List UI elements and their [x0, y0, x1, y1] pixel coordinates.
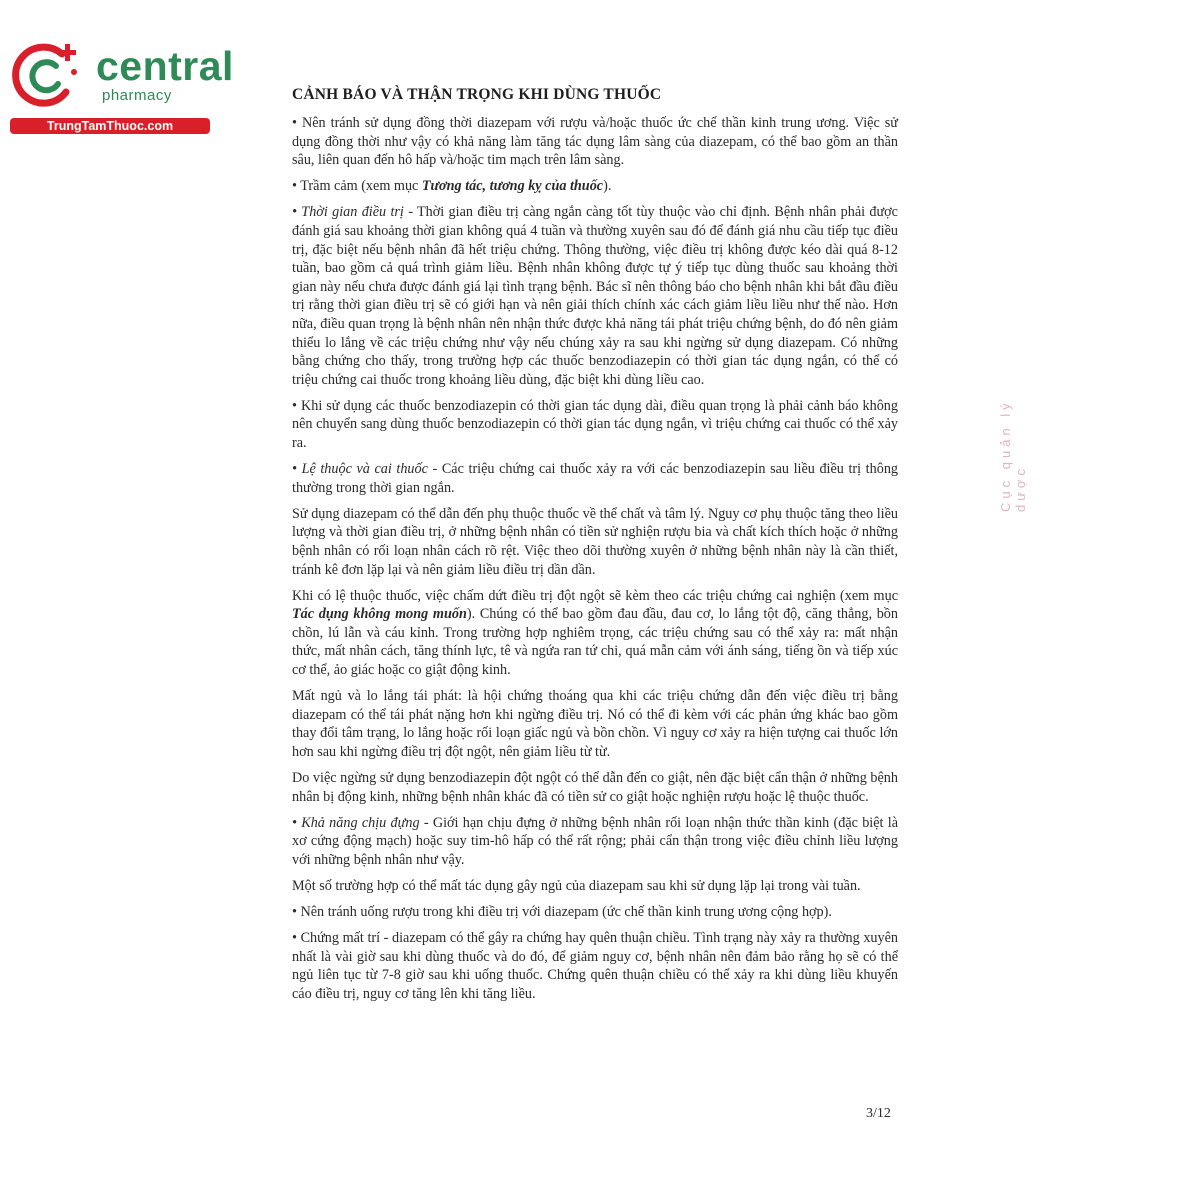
- paragraph-avoid-alcohol: • Nên tránh uống rượu trong khi điều trị với diazepam (ức chế thần kinh trung ương cộng hợp).: [292, 904, 832, 921]
- paragraph-lead: • Khả năng chịu đựng: [292, 814, 420, 831]
- section-heading: CẢNH BÁO VÀ THẬN TRỌNG KHI DÙNG THUỐC: [292, 86, 662, 103]
- paragraph-lead: • Thời gian điều trị: [292, 204, 404, 221]
- text: - Thời gian điều trị càng ngắn càng tốt tùy thuộc vào chỉ định. Bệnh nhân phải được đánh giá sau khoảng thời gian không quá 4 tuần và thường xuyên sau đó để đánh giá nhu cầu tiếp tục điều trị, đặc biệt nếu bệnh nhân đã hết triệu chứng. Thông thường, việc điều trị không được kéo dài quá 8-12 tuần, bao gồm cả quá trình giảm liều. Bệnh nhân không được tự ý tiếp tục dùng thuốc sau khoảng thời gian này nếu chưa được đánh giá lại tình trạng bệnh. Bác sĩ nên thông báo cho bệnh nhân khi bắt đầu điều trị rằng thời gian điều trị sẽ có giới hạn và nên giải thích chính xác cách giảm liều liều như thế nào. Hơn nữa, điều quan trọng là bệnh nhân nên nhận thức được khả năng tái phát triệu chứng bệnh, do đó nên giảm thiểu lo lắng về các triệu chứng như vậy nếu chúng xảy ra sau khi ngừng sử dụng diazepam. Có những bằng chứng cho thấy, trong trường hợp các thuốc benzodiazepin có thời gian tác dụng ngắn, có thể có triệu chứng cai thuốc trong khoảng liều dùng, đặc biệt khi dùng liều cao.: [292, 204, 898, 388]
- paragraph-alcohol-warning: • Nên tránh sử dụng đồng thời diazepam với rượu và/hoặc thuốc ức chế thần kinh trung ương. Việc sử dụng đồng thời như vậy có khả năng làm tăng tác dụng lâm sàng của diazepam, có thể bao gồm an thần sâu, liên quan đến hô hấp và/hoặc tim mạch trên lâm sàng.: [292, 115, 898, 169]
- text: - Các triệu chứng cai thuốc xảy ra với các benzodiazepin sau liều điều trị thông thường trong thời gian ngắn.: [292, 461, 899, 496]
- text: • Trầm cảm (xem mục: [292, 178, 422, 195]
- paragraph-seizure-risk: Do việc ngừng sử dụng benzodiazepin đột ngột có thể dẫn đến co giật, nên đặc biệt cẩn thận ở những bệnh nhân bị động kinh, những bệnh nhân khác đã có tiền sử co giật hoặc nghiện rượu hoặc lệ thuộc thuốc.: [292, 770, 898, 805]
- paragraph-withdrawal: [292, 587, 898, 680]
- text: ). Chúng có thể bao gồm đau đầu, đau cơ, lo lắng tột độ, căng thẳng, bồn chồn, lú lẫn và cáu kỉnh. Trong trường hợp nghiêm trọng, các triệu chứng sau có thể xảy ra: mất nhận thức, mất nhân cách, tăng thính lực, tê và ngứa ran tứ chi, quá mẫn cảm với ánh sáng, tiếng ồn và tiếp xúc cơ thể, ảo giác hoặc co giật động kinh.: [292, 606, 898, 679]
- paragraph-treatment-duration: [292, 203, 898, 389]
- paragraph-tolerance: [292, 814, 898, 870]
- faded-stamp: [988, 362, 1028, 512]
- cross-reference: Tác dụng không mong muốn: [292, 606, 467, 623]
- document-page: [292, 86, 898, 1011]
- central-pharmacy-logo[interactable]: [10, 38, 234, 138]
- pharmacy-cross-icon: [10, 38, 84, 112]
- paragraph-rebound-insomnia: Mất ngủ và lo lắng tái phát: là hội chứng thoáng qua khi các triệu chứng dẫn đến việc điều trị bằng diazepam có thể tái phát nặng hơn khi ngừng điều trị. Nó có thể đi kèm với các phản ứng khác bao gồm thay đổi tâm trạng, lo lắng hoặc rối loạn giấc ngủ và bồn chồn. Vì nguy cơ xảy ra hiện tượng cai thuốc lớn hơn sau khi ngừng điều trị đột ngột, nên giảm liều từ từ.: [292, 688, 898, 760]
- paragraph-long-acting: • Khi sử dụng các thuốc benzodiazepin có thời gian tác dụng dài, điều quan trọng là phải cảnh báo không nên chuyển sang dùng thuốc benzodiazepin có thời gian tác dụng ngắn, vì triệu chứng cai thuốc có thể xảy ra.: [292, 397, 898, 451]
- logo-tagline: pharmacy: [102, 87, 172, 104]
- paragraph-dependence: [292, 460, 898, 497]
- stamp-text: Cục quản lý dược: [998, 399, 1028, 512]
- text: Khi có lệ thuộc thuốc, việc chấm dứt điều trị đột ngột sẽ kèm theo các triệu chứng cai nghiện (xem mục: [292, 587, 898, 604]
- paragraph-amnesia: • Chứng mất trí - diazepam có thể gây ra chứng hay quên thuận chiều. Tình trạng này xảy ra thường xuyên nhất là vài giờ sau khi dùng thuốc và do đó, để giảm nguy cơ, bệnh nhân nên đảm bảo rằng họ sẽ có thể ngủ liên tục từ 7-8 giờ sau khi uống thuốc. Chứng quên thuận chiều có thể xảy ra khi dùng liều khuyến cáo điều trị, nguy cơ tăng lên khi tăng liều.: [292, 930, 898, 1002]
- paragraph-depression: [292, 177, 898, 196]
- logo-website-link[interactable]: TrungTamThuoc.com: [10, 118, 210, 134]
- text: - Giới hạn chịu đựng ở những bệnh nhân rối loạn nhận thức thần kinh (đặc biệt là xơ cứng động mạch) hoặc suy tim-hô hấp có thể rất rộng; phải cẩn thận trong việc điều chỉnh liều lượng với những bệnh nhân như vậy.: [292, 814, 898, 868]
- text: ).: [603, 178, 612, 195]
- paragraph-dependence-risk: Sử dụng diazepam có thể dẫn đến phụ thuộc thuốc về thể chất và tâm lý. Nguy cơ phụ thuộc tăng theo liều lượng và thời gian điều trị, ở những bệnh nhân có tiền sử nghiện rượu bia và chất kích thích hoặc ở những bệnh nhân có rối loạn nhân cách rõ rệt. Việc theo dõi thường xuyên ở những bệnh nhân này là cần thiết, tránh kê đơn lặp lại và nên giảm liều điều trị dần dần.: [292, 505, 898, 578]
- logo-brand-name: central: [96, 43, 234, 89]
- paragraph-hypnotic-loss: Một số trường hợp có thể mất tác dụng gây ngủ của diazepam sau khi sử dụng lặp lại trong vài tuần.: [292, 877, 861, 894]
- cross-reference: Tương tác, tương kỵ của thuốc: [421, 178, 604, 195]
- paragraph-lead: • Lệ thuộc và cai thuốc: [292, 461, 428, 478]
- page-number: 3/12: [866, 1106, 891, 1121]
